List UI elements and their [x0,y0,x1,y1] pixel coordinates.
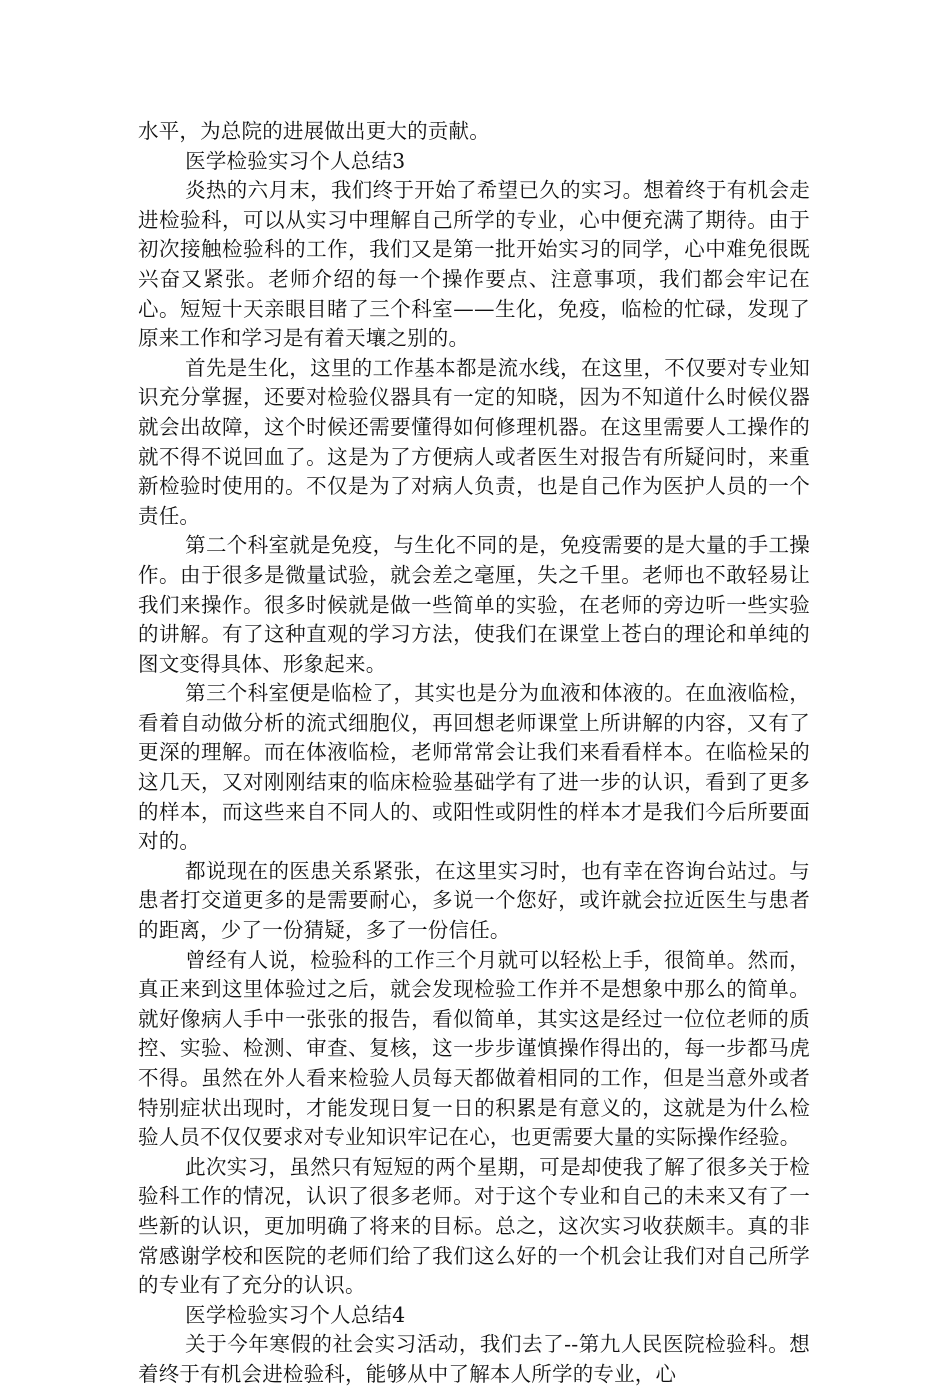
paragraph-immunology: 第二个科室就是免疫，与生化不同的是，免疫需要的是大量的手工操作。由于很多是微量试验，就会差之毫厘，失之千里。老师也不敢轻易让我们来操作。很多时候就是做一些简单的实验，在老师的旁边听一些实验的讲解。有了这种直观的学习方法，使我们在课堂上苍白的理论和单纯的图文变得具体、形象起来。 [138,533,810,676]
section-heading-3: 医学检验实习个人总结3 [185,148,406,173]
paragraph-intro: 炎热的六月末，我们终于开始了希望已久的实习。想着终于有机会走进检验科，可以从实习中理解自己所学的专业，心中便充满了期待。由于初次接触检验科的工作，我们又是第一批开始实习的同学，心中难免很既兴奋又紧张。老师介绍的每一个操作要点、注意事项，我们都会牢记在心。短短十天亲眼目睹了三个科室——生化，免疫，临检的忙碌，发现了原来工作和学习是有着天壤之别的。 [138,178,810,351]
paragraph-biochemistry: 首先是生化，这里的工作基本都是流水线，在这里，不仅要对专业知识充分掌握，还要对检验仪器具有一定的知晓，因为不知道什么时候仪器就会出故障，这个时候还需要懂得如何修理机器。在这里需要人工操作的就不得不说回血了。这是为了方便病人或者医生对报告有所疑问时，来重新检验时使用的。不仅是为了对病人负责，也是自己作为医护人员的一个责任。 [138,355,810,528]
paragraph-continuation: 水平，为总院的进展做出更大的贡献。 [138,119,490,143]
paragraph-patient-relations: 都说现在的医患关系紧张，在这里实习时，也有幸在咨询台站过。与患者打交道更多的是需要耐心，多说一个您好，或许就会拉近医生与患者的距离，少了一份猜疑，多了一份信任。 [138,858,810,943]
paragraph-conclusion: 此次实习，虽然只有短短的两个星期，可是却使我了解了很多关于检验科工作的情况，认识了很多老师。对于这个专业和自己的未来又有了一些新的认识，更加明确了将来的目标。总之，这次实习收获颇丰。真的非常感谢学校和医院的老师们给了我们这么好的一个机会让我们对自己所学的专业有了充分的认识。 [138,1154,810,1298]
paragraph-winter-practice: 关于今年寒假的社会实习活动，我们去了--第九人民医院检验科。想着终于有机会进检验科，能够从中了解本人所学的专业，心 [138,1332,810,1386]
document-page [138,117,810,1390]
paragraph-clinical-lab: 第三个科室便是临检了，其实也是分为血液和体液的。在血液临检，看着自动做分析的流式细胞仪，再回想老师课堂上所讲解的内容，又有了更深的理解。而在体液临检，老师常常会让我们来看看样本。在临检呆的这几天，又对刚刚结束的临床检验基础学有了进一步的认识，看到了更多的样本，而这些来自不同人的、或阳性或阴性的样本才是我们今后所要面对的。 [138,681,810,854]
section-heading-4: 医学检验实习个人总结4 [185,1302,406,1327]
paragraph-lab-work: 曾经有人说，检验科的工作三个月就可以轻松上手，很简单。然而，真正来到这里体验过之后，就会发现检验工作并不是想象中那么的简单。就好像病人手中一张张的报告，看似简单，其实这是经过一位位老师的质控、实验、检测、审查、复核，这一步步谨慎操作得出的，每一步都马虎不得。虽然在外人看来检验人员每天都做着相同的工作，但是当意外或者特别症状出现时，才能发现日复一日的积累是有意义的，这就是为什么检验人员不仅仅要求对专业知识牢记在心，也更需要大量的实际操作经验。 [138,947,810,1150]
